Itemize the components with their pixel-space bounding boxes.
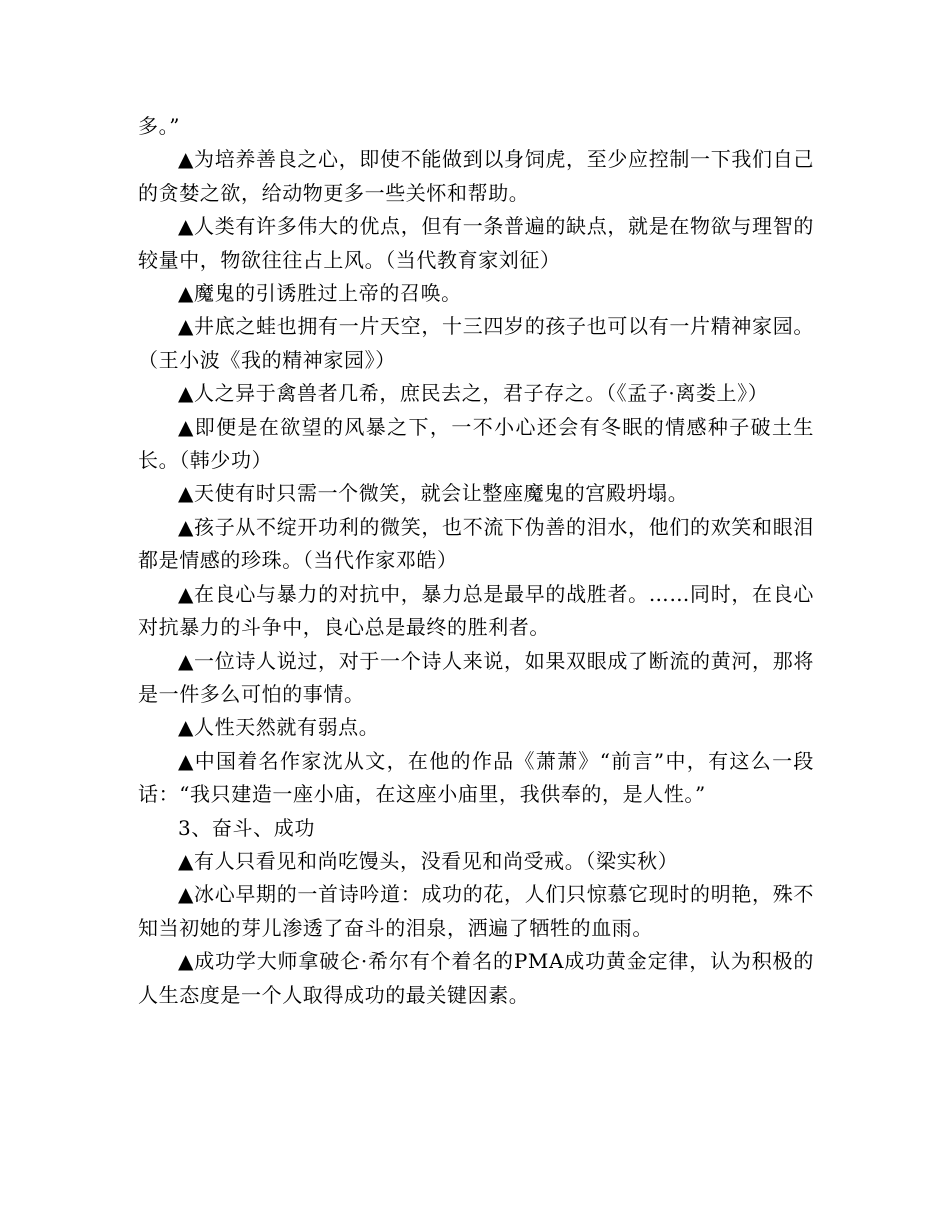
paragraph-continuation: 多。” [138,114,181,138]
paragraph-quote: ▲一位诗人说过，对于一个诗人来说，如果双眼成了断流的黄河，那将是一件多么可怕的事情。 [138,648,814,706]
paragraph-quote: ▲孩子从不绽开功利的微笑，也不流下伪善的泪水，他们的欢笑和眼泪都是情感的珍珠。（当代作家邓皓） [138,514,814,573]
paragraph-quote: ▲井底之蛙也拥有一片天空，十三四岁的孩子也可以有一片精神家园。（王小波《我的精神家园》） [138,314,814,372]
document-page [138,110,814,1012]
paragraph-quote: ▲为培养善良之心，即使不能做到以身饲虎，至少应控制一下我们自己的贪婪之欲，给动物更多一些关怀和帮助。 [138,147,814,205]
paragraph-quote: ▲成功学大师拿破仑·希尔有个着名的PMA成功黄金定律，认为积极的人生态度是一个人取得成功的最关键因素。 [138,949,814,1007]
paragraph-quote: ▲即便是在欲望的风暴之下，一不小心还会有冬眠的情感种子破土生长。（韩少功） [138,414,814,473]
paragraph-quote: ▲冰心早期的一首诗吟道：成功的花，人们只惊慕它现时的明艳，殊不知当初她的芽儿渗透了奋斗的泪泉，洒遍了牺牲的血雨。 [138,882,814,940]
paragraph-quote: ▲人之异于禽兽者几希，庶民去之，君子存之。（《孟子·离娄上》） [178,381,769,406]
paragraph-quote: ▲人性天然就有弱点。 [178,715,380,740]
paragraph-quote: ▲在良心与暴力的对抗中，暴力总是最早的战胜者。……同时，在良心对抗暴力的斗争中，良心总是最终的胜利者。 [138,581,814,640]
section-heading: 3、奋斗、成功 [178,815,315,840]
paragraph-quote: ▲中国着名作家沈从文，在他的作品《萧萧》“前言”中，有这么一段话：“我只建造一座小庙，在这座小庙里，我供奉的，是人性。” [138,748,814,807]
paragraph-quote: ▲魔鬼的引诱胜过上帝的召唤。 [178,281,462,306]
paragraph-quote: ▲有人只看见和尚吃馒头，没看见和尚受戒。（梁实秋） [178,848,679,873]
paragraph-quote: ▲天使有时只需一个微笑，就会让整座魔鬼的宫殿坍塌。 [178,481,689,506]
paragraph-quote: ▲人类有许多伟大的优点，但有一条普遍的缺点，就是在物欲与理智的较量中，物欲往往占上风。（当代教育家刘征） [138,214,814,272]
